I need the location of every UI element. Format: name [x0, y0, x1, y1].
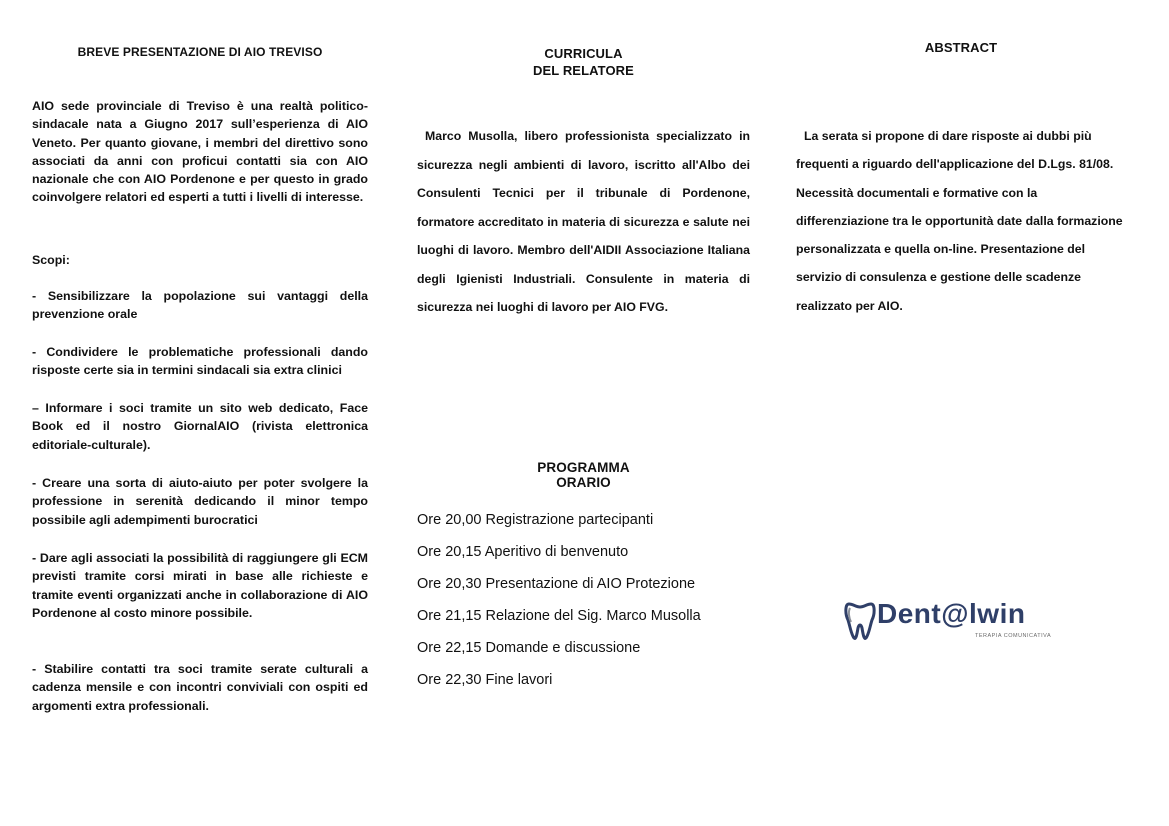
program-title-line1: PROGRAMMA	[537, 460, 630, 475]
speaker-bio: Marco Musolla, libero professionista specializzato in sicurezza negli ambienti di lavoro, iscritto all'Albo dei Consulenti Tecnici per il tribunale di Pordenone, formatore accreditato in materia di sicurezza e salute nei luoghi di lavoro. Membro dell'AIDII Associazione Italiana degli Igienisti Industriali. Consulente in materia di sicurezza nei luoghi di lavoro per AIO FVG.	[417, 129, 750, 314]
scopo-item: - Creare una sorta di aiuto-aiuto per poter svolgere la professione in serenità dedicando il minor tempo possibile agli adempimenti burocratici	[32, 476, 368, 527]
abstract-title: ABSTRACT	[924, 40, 998, 55]
schedule-item: Ore 20,15 Aperitivo di benvenuto	[417, 544, 629, 560]
intro-paragraph: AIO sede provinciale di Treviso è una realtà politico-sindacale nata a Giugno 2017 sull’esperienza di AIO Veneto. Per quanto giovane, i membri del direttivo sono associati da anni con proficui contatti sia con AIO nazionale che con AIO Pordenone e per questo in grado coinvolgere relatori ed esperti a tutti i livelli di interesse.	[32, 99, 368, 205]
scopo-item: - Sensibilizzare la popolazione sui vantaggi della prevenzione orale	[32, 289, 368, 322]
schedule-item: Ore 21,15 Relazione del Sig. Marco Musolla	[417, 608, 701, 624]
schedule-item: Ore 22,30 Fine lavori	[417, 672, 553, 688]
scopi-label: Scopi:	[32, 253, 70, 267]
schedule-list	[417, 504, 701, 696]
logo-tagline: TERAPIA COMUNICATIVA	[975, 633, 1052, 639]
schedule-item: Ore 20,30 Presentazione di AIO Protezione	[417, 576, 696, 592]
curricula-title-line1: CURRICULA	[544, 46, 623, 61]
tooth-icon	[843, 598, 877, 642]
schedule-item: Ore 20,00 Registrazione partecipanti	[417, 512, 654, 528]
scopo-item: – Informare i soci tramite un sito web dedicato, Face Book ed il nostro GiornalAIO (rivista elettronica editoriale-culturale).	[32, 401, 368, 452]
scopo-item: - Condividere le problematiche professionali dando risposte certe sia in termini sindacali sia extra clinici	[32, 345, 368, 378]
curricula-title	[417, 45, 750, 79]
scopo-item: - Stabilire contatti tra soci tramite serate culturali a cadenza mensile e con incontri conviviali con ospiti ed argomenti extra professionali.	[32, 662, 368, 713]
program-title-line2: ORARIO	[556, 475, 611, 490]
logo-wordmark: Dent@lwin	[877, 598, 1026, 629]
dentalwin-logo	[843, 592, 1052, 652]
curricula-title-line2: DEL RELATORE	[533, 63, 634, 78]
abstract-text: La serata si propone di dare risposte ai dubbi più frequenti a riguardo dell'applicazione del D.Lgs. 81/08. Necessità documentali e formative con la differenziazione tra le opportunità date dalla formazione personalizzata e quella on-line. Presentazione del servizio di consulenza e gestione delle scadenze realizzato per AIO.	[796, 129, 1123, 313]
scopo-item: - Dare agli associati la possibilità di raggiungere gli ECM previsti tramite corsi mirati in base alle richieste e tramite eventi organizzati anche in collaborazione di AIO Pordenone al costo minore possibile.	[32, 551, 368, 620]
program-title	[417, 460, 750, 490]
panel-left-title: BREVE PRESENTAZIONE DI AIO TREVISO	[77, 45, 323, 59]
schedule-item: Ore 22,15 Domande e discussione	[417, 640, 641, 656]
